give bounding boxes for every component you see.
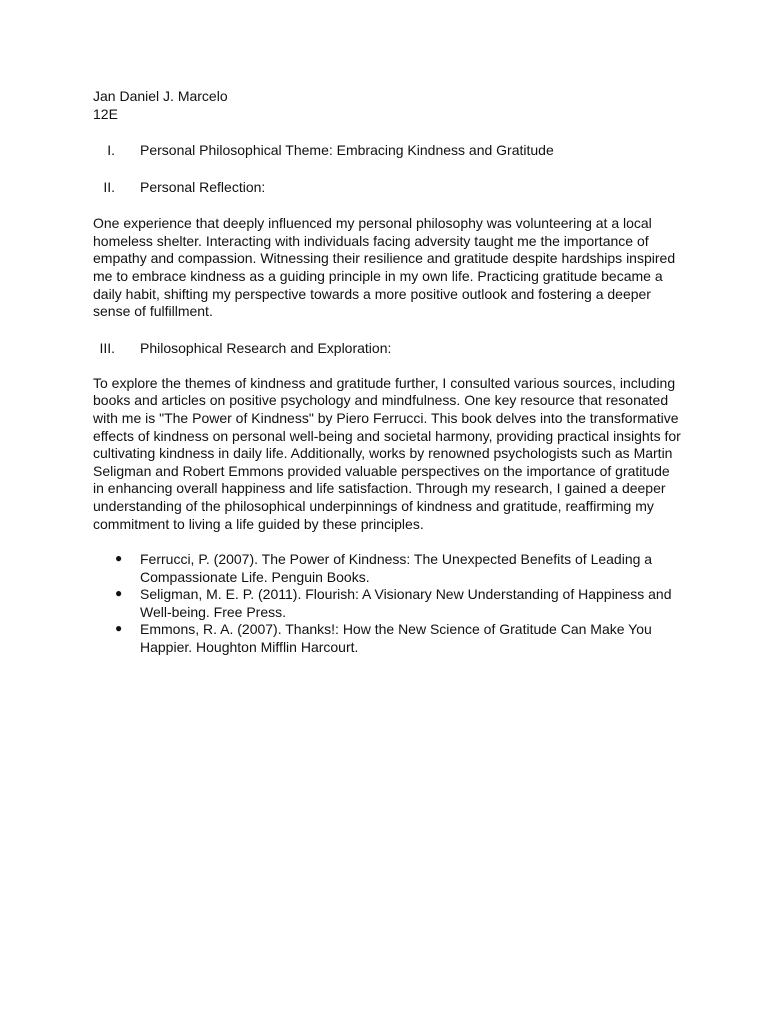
bullet-icon: ● — [115, 586, 123, 601]
section-heading-3 — [93, 340, 683, 358]
document-body — [93, 88, 683, 657]
reference-item — [93, 586, 680, 621]
reference-list — [93, 551, 683, 657]
bullet-icon: ● — [115, 551, 123, 566]
section-number: II. — [103, 179, 115, 196]
author-name: Jan Daniel J. Marcelo — [93, 88, 228, 104]
section-heading-1 — [93, 142, 683, 160]
bullet-icon: ● — [115, 621, 123, 636]
reflection-paragraph: One experience that deeply influenced my personal philosophy was volunteering at a local homeless shelter. Interacting with individuals facing adversity taught me the importance of empathy and compassion. Witnessing their resilience and gratitude despite hardships inspired me to embrace kindness as a guiding principle in my own life. Practicing gratitude became a daily habit, shifting my perspective towards a more positive outlook and fostering a deeper sense of fulfillment. — [93, 215, 676, 320]
section-title: Personal Reflection: — [140, 179, 266, 196]
section-title: Personal Philosophical Theme: Embracing Kindness and Gratitude — [140, 142, 554, 159]
section-number: I. — [107, 142, 115, 159]
reference-text: Emmons, R. A. (2007). Thanks!: How the New Science of Gratitude Can Make You Happier. Houghton Mifflin Harcourt. — [140, 621, 652, 656]
author-section: 12E — [93, 105, 118, 122]
section-heading-2 — [93, 179, 683, 197]
reference-text: Ferrucci, P. (2007). The Power of Kindness: The Unexpected Benefits of Leading a Compassionate Life. Penguin Books. — [140, 551, 653, 585]
research-paragraph: To explore the themes of kindness and gratitude further, I consulted various sources, including books and articles on positive psychology and mindfulness. One key resource that resonated with me is "The Power of Kindness" by Piero Ferrucci. This book delves into the transformative effects of kindness on personal well-being and societal harmony, providing practical insights for cultivating kindness in daily life. Additionally, works by renowned psychologists such as Martin Seligman and Robert Emmons provided valuable perspectives on the importance of gratitude in enhancing overall happiness and life satisfaction. Through my research, I gained a deeper understanding of the philosophical underpinnings of kindness and gratitude, reaffirming my commitment to living a life guided by these principles. — [93, 374, 681, 532]
reference-item — [93, 621, 680, 656]
reference-text: Seligman, M. E. P. (2011). Flourish: A Visionary New Understanding of Happiness and Well-being. Free Press. — [140, 586, 672, 620]
section-title: Philosophical Research and Exploration: — [140, 339, 392, 356]
section-number: III. — [99, 339, 115, 356]
reference-item — [93, 551, 680, 586]
